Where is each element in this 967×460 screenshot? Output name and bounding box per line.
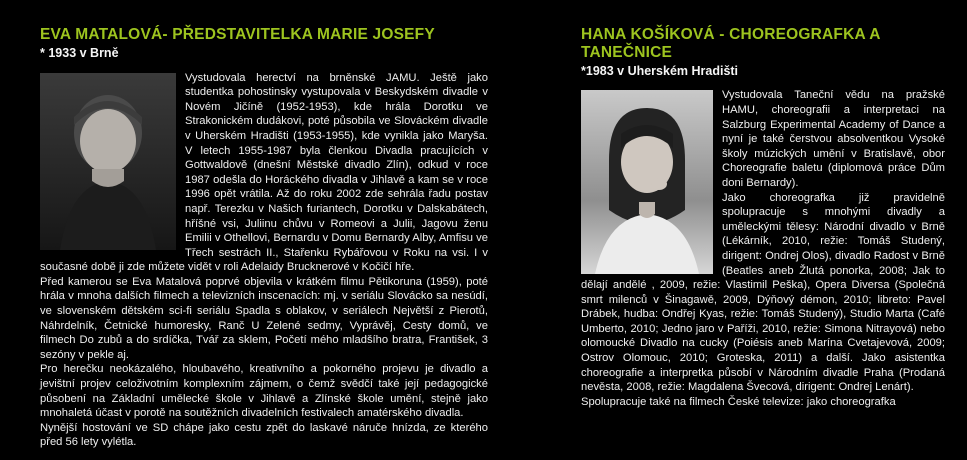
profile-title-hana: HANA KOŠÍKOVÁ - CHOREOGRAFKA A TANEČNICE	[581, 26, 881, 61]
profile-bio-eva	[40, 71, 488, 450]
bio-paragraph: Vystudovala Taneční vědu na pražské HAMU, choreografii a interpretaci na Salzburg Experimental Academy of Dance a nyní je také čerstvou absolventkou Vysoké školy múzických umění v Bratislavě, obor Choreografie baletu (diplomová práce Dům doni Bernardy).	[722, 89, 945, 189]
bio-paragraph: Jako choreografka již pravidelně spolupracuje s mnohými divadly a uměleckými tělesy: Národní divadlo v Brně (Lékárník, 2010, režie: Tomáš Studený, dirigent: Ondrej Olos), divadlo Radost v Brně (Beatles aneb Žlutá ponorka, 2008; Jak to dělají andělé , 2009, režie: Vlastimil Peška), Opera Diversa (Společná smrt milenců v Šinagawě, 2009, Dýňový démon, 2010; libreto: Pavel Drábek, hudba: Ondřej Kyas, režie: Tomáš Studený), Studio Marta (Café Umberto, 2010; Jedno jaro v Paříži, 2010, režie: Simona Nitrayová) nebo olomoucké Divadlo na cucky (Poiésis aneb Marína Cvetajevová, 2009; Ostrov Olomouc, 2010; Groteska, 2011) a další. Jako asistentka choreografie a interpretka působí v Národním divadle Praha (Prodaná nevěsta, 2008, režie: Magdalena Švecová, dirigent: Ondrej Lenárt).	[581, 191, 945, 394]
profile-bio-hana	[581, 88, 945, 409]
profile-title-eva: EVA MATALOVÁ- PŘEDSTAVITELKA MARIE JOSEFY	[40, 26, 435, 43]
hana-kosikova-photo	[581, 90, 713, 274]
bio-paragraph: Pro herečku neokázalého, hloubavého, kreativního a pokorného projevu je divadlo a jevištní projev celoživotním komplexním zájmem, o čemž svědčí také její pedagogické působení na Základní umělecké škole v Jihlavě a Zlínské škole umění, stejně jako mnohaletá účast v porotě na soutěžních divadelních festivalech amatérského divadla.	[40, 363, 488, 420]
bio-paragraph: Nynější hostování ve SD chápe jako cestu zpět do laskavé náruče hnízda, ze kterého před 56 lety vylétla.	[40, 421, 488, 449]
profile-eva-matalova	[40, 26, 488, 450]
profile-hana-kosikova	[581, 26, 945, 409]
eva-matalova-photo	[40, 73, 176, 250]
bio-paragraph: Spolupracuje také na filmech České televize: jako choreografka	[581, 395, 896, 408]
bio-paragraph: Vystudovala herectví na brněnské JAMU. Ještě jako studentka pohostinsky vystupovala v Beskydském divadle v Novém Jičíně (1952-1953), kde hrála Dorotku ve Strakonickém dudákovi, poté působila ve Slováckém divadle v Uherském Hradišti (1953-1955), kde vynikla jako Maryša. V letech 1955-1987 byla členkou Divadla pracujících v Gottwaldově (dnešní Městské divadlo Zlín), odkud v roce 1987 odešla do Horáckého divadla v Jihlavě a kam se v roce 1996 opět vrátila. Až do roku 2002 zde sehrála řadu postav např. Terezku v Našich furiantech, Dorotku v Dalskabátech, hříšné vsi, Juliinu chůvu v Romeovi a Julii, Jagovu ženu Emilii v Othellovi, Bernardu v Domu Bernardy Alby, Amfisu ve Třech sestrách II., Stařenku Rybářovou v Roku na vsi. I v současné době ji zde můžete vidět v roli Adelaidy Brucknerové v Kočičí hře.	[40, 71, 488, 274]
profile-birth-hana: *1983 v Uherském Hradišti	[581, 63, 739, 78]
profile-birth-eva: * 1933 v Brně	[40, 45, 119, 60]
bio-paragraph: Před kamerou se Eva Matalová poprvé objevila v krátkém filmu Pětikoruna (1959), poté hrála v mnoha dalších filmech a televizních inscenacích: mj. v seriálu Slovácko sa nesúdí, ve slovenském dětském sci-fi seriálu Spadla s oblakov, v seriálech Největší z Pierotů, Náhrdelník, Četnické humoresky, Ranč U Zelené sedmy, Vyprávěj, Cesty domů, ve filmech Do zubů a do srdíčka, Tvář za sklem, Početí mého mladšího bratra, František, 3 sezóny v pekle aj.	[40, 275, 488, 361]
